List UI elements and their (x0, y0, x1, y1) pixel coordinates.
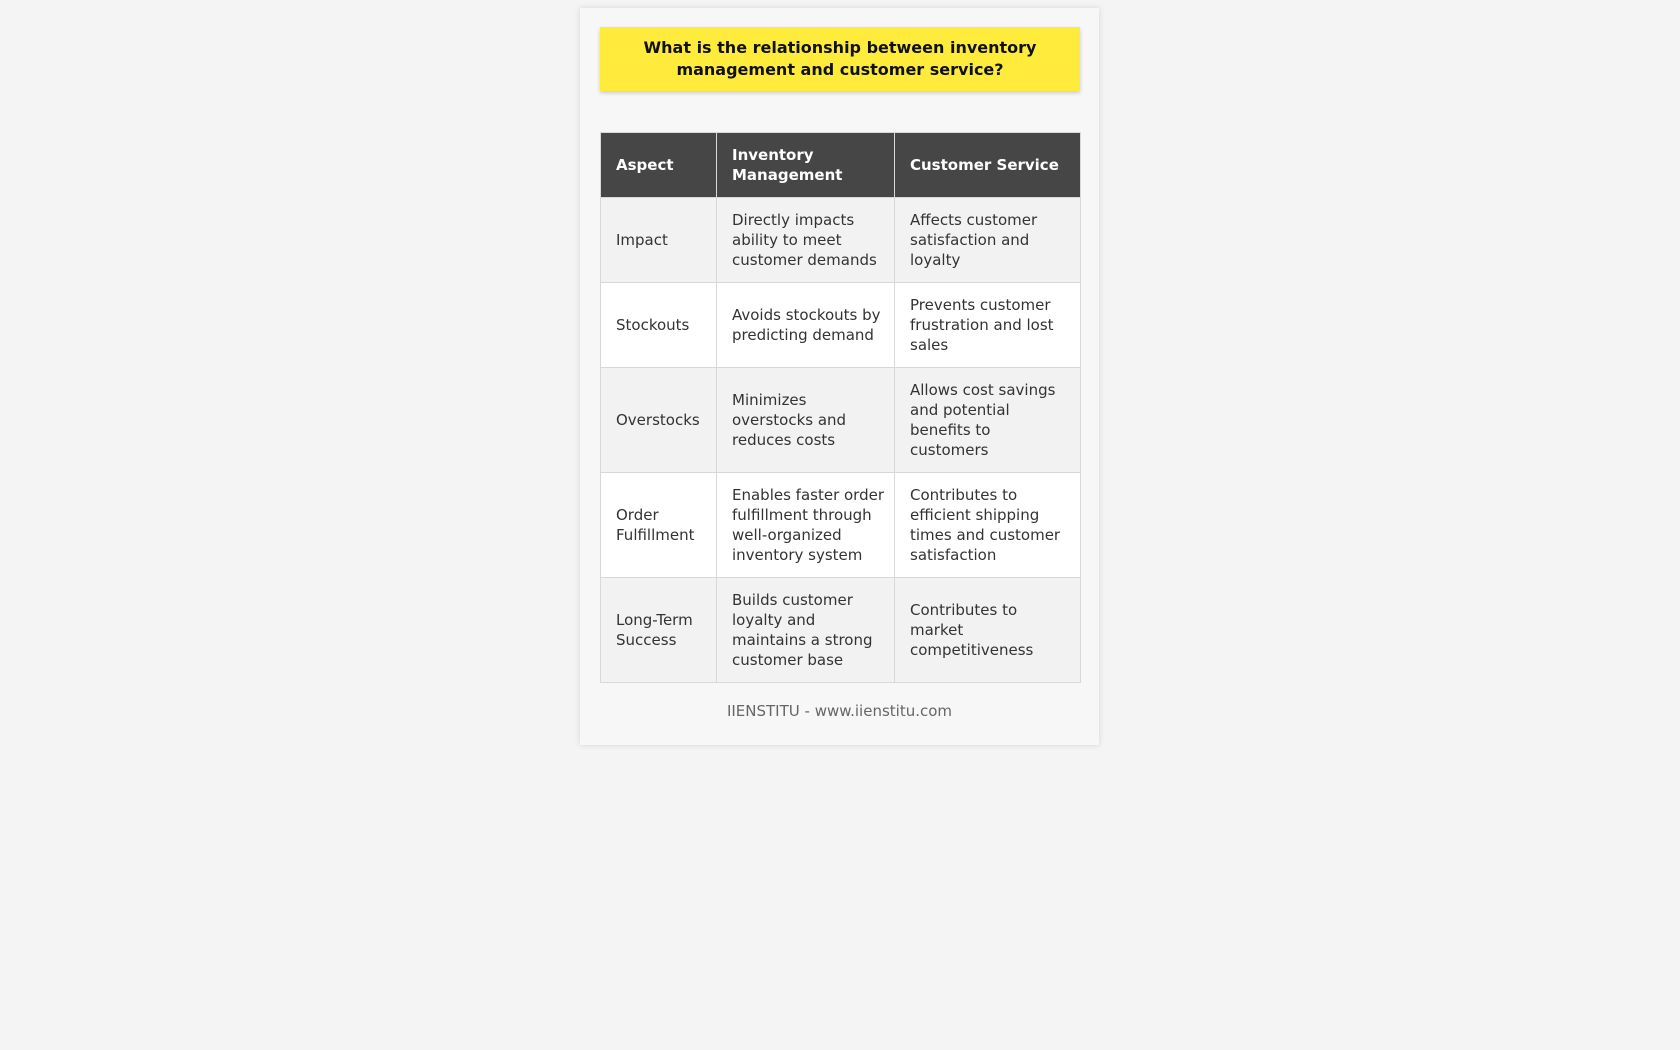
table-cell-inventory-management: Avoids stockouts by predicting demand (717, 283, 895, 368)
column-header-aspect: Aspect (601, 133, 717, 198)
table-cell-customer-service: Prevents customer frustration and lost sales (895, 283, 1081, 368)
table-header-row (601, 133, 1081, 198)
table-cell-aspect: Long-Term Success (601, 578, 717, 683)
table-cell-inventory-management: Builds customer loyalty and maintains a strong customer base (717, 578, 895, 683)
table-cell-inventory-management: Directly impacts ability to meet customer demands (717, 198, 895, 283)
table-cell-customer-service: Contributes to efficient shipping times and customer satisfaction (895, 473, 1081, 578)
table-cell-aspect: Overstocks (601, 368, 717, 473)
table-row (601, 578, 1081, 683)
table-cell-inventory-management: Minimizes overstocks and reduces costs (717, 368, 895, 473)
table-row (601, 283, 1081, 368)
table-cell-aspect: Stockouts (601, 283, 717, 368)
footer-credit: IIENSTITU - www.iienstitu.com (726, 702, 953, 720)
table-cell-customer-service: Allows cost savings and potential benefits to customers (895, 368, 1081, 473)
table-cell-aspect: Order Fulfillment (601, 473, 717, 578)
comparison-table (600, 132, 1081, 683)
column-header-customer-service: Customer Service (895, 133, 1081, 198)
table-row (601, 198, 1081, 283)
table-cell-aspect: Impact (601, 198, 717, 283)
column-header-inventory-management: Inventory Management (717, 133, 895, 198)
table-row (601, 368, 1081, 473)
table-cell-customer-service: Affects customer satisfaction and loyalty (895, 198, 1081, 283)
table-cell-customer-service: Contributes to market competitiveness (895, 578, 1081, 683)
table-row (601, 473, 1081, 578)
question-banner (600, 27, 1080, 91)
page-title: What is the relationship between inventory management and customer service? (643, 38, 1037, 79)
table-cell-inventory-management: Enables faster order fulfillment through well-organized inventory system (717, 473, 895, 578)
content-card (580, 8, 1099, 745)
